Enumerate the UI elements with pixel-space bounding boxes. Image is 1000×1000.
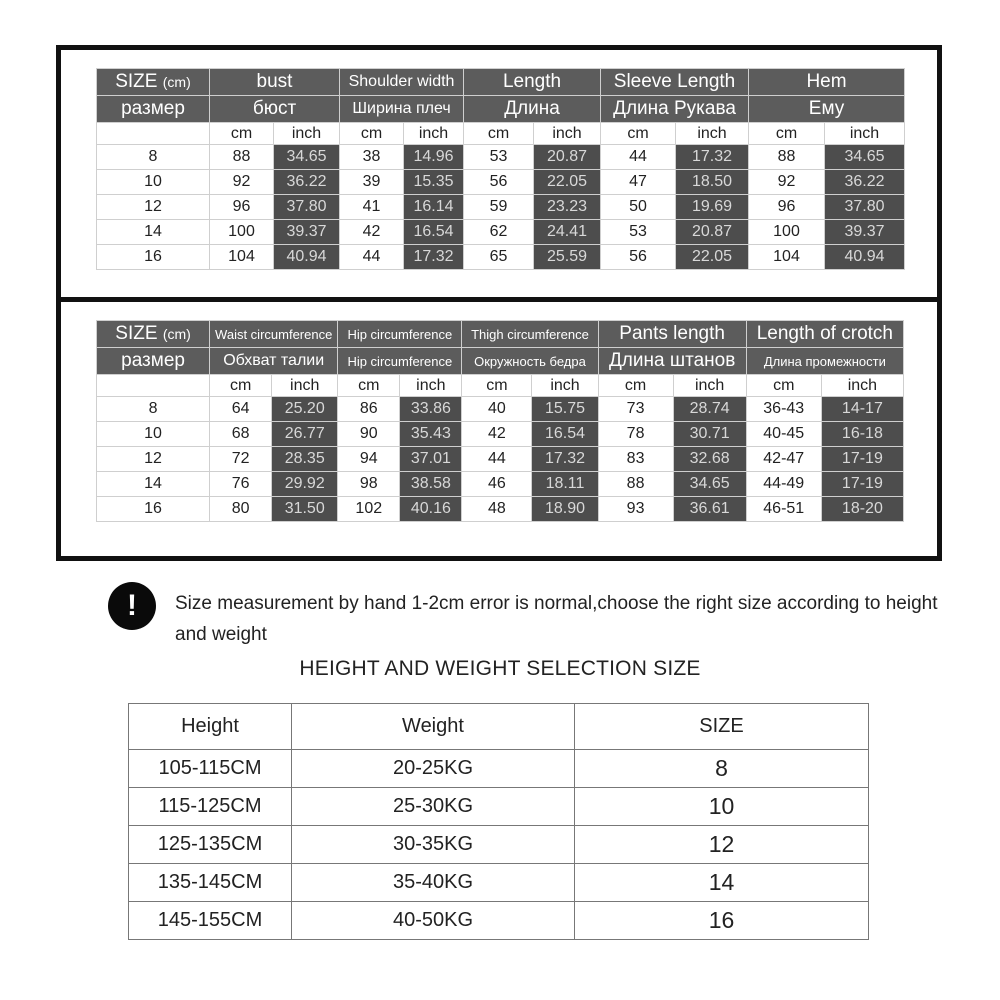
cm-value-cell: 96: [210, 195, 274, 220]
cm-value-cell: 42: [340, 220, 404, 245]
selection-row: [129, 750, 869, 788]
cm-value-cell: 64: [210, 397, 272, 422]
height-range-cell: 145-155CM: [129, 902, 292, 940]
size-row: [97, 245, 905, 270]
bottom-size-table: [96, 320, 904, 522]
cm-value-cell: 100: [749, 220, 825, 245]
unit-cm: cm: [462, 375, 532, 397]
unit-inch: inch: [274, 123, 340, 145]
cm-value-cell: 76: [210, 472, 272, 497]
cm-value-cell: 92: [210, 170, 274, 195]
unit-row: [97, 375, 904, 397]
cm-value-cell: 93: [598, 497, 673, 522]
inch-value-cell: 36.22: [825, 170, 905, 195]
inch-value-cell: 15.75: [532, 397, 598, 422]
unit-cm: cm: [749, 123, 825, 145]
size-row: [97, 145, 905, 170]
cm-value-cell: 44: [462, 447, 532, 472]
cm-value-cell: 44: [340, 245, 404, 270]
height-range-cell: 105-115CM: [129, 750, 292, 788]
inch-value-cell: 17.32: [532, 447, 598, 472]
size-cell: 14: [97, 220, 210, 245]
inch-value-cell: 22.05: [676, 245, 749, 270]
height-range-cell: 125-135CM: [129, 826, 292, 864]
inch-value-cell: 26.77: [272, 422, 338, 447]
inch-value-cell: 36.22: [274, 170, 340, 195]
inch-value-cell: 19.69: [676, 195, 749, 220]
cm-value-cell: 39: [340, 170, 404, 195]
cm-value-cell: 41: [340, 195, 404, 220]
cm-value-cell: 65: [464, 245, 534, 270]
unit-inch: inch: [676, 123, 749, 145]
size-row: [97, 472, 904, 497]
size-cell: 10: [97, 422, 210, 447]
weight-range-cell: 30-35KG: [292, 826, 575, 864]
size-header-cell: [97, 321, 210, 348]
note-text: Size measurement by hand 1-2cm error is normal,choose the right size according to height and weight: [175, 593, 938, 645]
inch-value-cell: 39.37: [825, 220, 905, 245]
inch-value-cell: 18.11: [532, 472, 598, 497]
inch-value-cell: 39.37: [274, 220, 340, 245]
inch-value-cell: 15.35: [404, 170, 464, 195]
cm-value-cell: 88: [749, 145, 825, 170]
inch-value-cell: 28.35: [272, 447, 338, 472]
unit-inch: inch: [404, 123, 464, 145]
exclamation-icon: !: [108, 582, 156, 630]
size-header-ru: размер: [97, 96, 210, 123]
unit-row: [97, 123, 905, 145]
size-cell: 12: [97, 447, 210, 472]
shoulder-width-header: Shoulder width: [340, 69, 464, 96]
inch-value-cell: 16.14: [404, 195, 464, 220]
selection-row: [129, 788, 869, 826]
cm-value-cell: 48: [462, 497, 532, 522]
weight-range-cell: 20-25KG: [292, 750, 575, 788]
size-unit: (cm): [162, 326, 191, 342]
unit-cm: cm: [601, 123, 676, 145]
size-header-cell: [97, 69, 210, 96]
inch-value-cell: 32.68: [673, 447, 746, 472]
cm-value-cell: 90: [338, 422, 400, 447]
inch-value-cell: 16.54: [404, 220, 464, 245]
size-row: [97, 170, 905, 195]
weight-range-cell: 35-40KG: [292, 864, 575, 902]
cm-value-cell: 53: [601, 220, 676, 245]
inch-value-cell: 16-18: [821, 422, 903, 447]
bust-header: bust: [210, 69, 340, 96]
sleeve-length-header-ru: Длина Рукава: [601, 96, 749, 123]
inch-value-cell: 30.71: [673, 422, 746, 447]
header-row-ru: [97, 96, 905, 123]
top-size-chart-frame: [56, 45, 942, 303]
inch-value-cell: 24.41: [534, 220, 601, 245]
size-row: [97, 447, 904, 472]
inch-value-cell: 40.94: [274, 245, 340, 270]
unit-inch: inch: [673, 375, 746, 397]
inch-value-cell: 17-19: [821, 447, 903, 472]
inch-value-cell: 38.58: [400, 472, 462, 497]
inch-value-cell: 25.59: [534, 245, 601, 270]
inch-value-cell: 34.65: [274, 145, 340, 170]
top-table-body: [97, 145, 905, 270]
cm-value-cell: 38: [340, 145, 404, 170]
length-header: Length: [464, 69, 601, 96]
unit-cm: cm: [340, 123, 404, 145]
cm-value-cell: 42-47: [746, 447, 821, 472]
size-row: [97, 422, 904, 447]
size-value-cell: 10: [575, 788, 869, 826]
unit-blank-cell: [97, 123, 210, 145]
unit-inch: inch: [532, 375, 598, 397]
inch-value-cell: 14.96: [404, 145, 464, 170]
unit-inch: inch: [825, 123, 905, 145]
crotch-length-header-ru: Длина промежности: [746, 348, 903, 375]
cm-value-cell: 83: [598, 447, 673, 472]
cm-value-cell: 40: [462, 397, 532, 422]
unit-cm: cm: [210, 123, 274, 145]
size-value-cell: 16: [575, 902, 869, 940]
cm-value-cell: 56: [464, 170, 534, 195]
cm-value-cell: 42: [462, 422, 532, 447]
cm-value-cell: 56: [601, 245, 676, 270]
unit-inch: inch: [272, 375, 338, 397]
selection-row: [129, 826, 869, 864]
inch-value-cell: 16.54: [532, 422, 598, 447]
inch-value-cell: 20.87: [534, 145, 601, 170]
cm-value-cell: 46: [462, 472, 532, 497]
inch-value-cell: 28.74: [673, 397, 746, 422]
inch-value-cell: 33.86: [400, 397, 462, 422]
weight-range-cell: 25-30KG: [292, 788, 575, 826]
waist-header: Waist circumference: [210, 321, 338, 348]
unit-inch: inch: [821, 375, 903, 397]
inch-value-cell: 37.80: [825, 195, 905, 220]
cm-value-cell: 73: [598, 397, 673, 422]
cm-value-cell: 94: [338, 447, 400, 472]
cm-value-cell: 102: [338, 497, 400, 522]
cm-value-cell: 88: [598, 472, 673, 497]
selection-row: [129, 864, 869, 902]
unit-cm: cm: [598, 375, 673, 397]
hip-header: Hip circumference: [338, 321, 462, 348]
size-row: [97, 195, 905, 220]
bottom-size-chart-frame: [56, 297, 942, 561]
pants-length-header-ru: Длина штанов: [598, 348, 746, 375]
cm-value-cell: 78: [598, 422, 673, 447]
inch-value-cell: 35.43: [400, 422, 462, 447]
inch-value-cell: 18-20: [821, 497, 903, 522]
selection-title: HEIGHT AND WEIGHT SELECTION SIZE: [299, 657, 701, 680]
inch-value-cell: 22.05: [534, 170, 601, 195]
size-header-ru: размер: [97, 348, 210, 375]
selection-header-row: [129, 704, 869, 750]
cm-value-cell: 88: [210, 145, 274, 170]
inch-value-cell: 17.32: [404, 245, 464, 270]
header-row-en: [97, 321, 904, 348]
cm-value-cell: 50: [601, 195, 676, 220]
cm-value-cell: 100: [210, 220, 274, 245]
unit-cm: cm: [464, 123, 534, 145]
size-value-cell: 8: [575, 750, 869, 788]
inch-value-cell: 25.20: [272, 397, 338, 422]
size-header: SIZE: [115, 71, 158, 92]
size-cell: 12: [97, 195, 210, 220]
size-value-cell: 12: [575, 826, 869, 864]
inch-value-cell: 34.65: [825, 145, 905, 170]
size-cell: 8: [97, 145, 210, 170]
inch-value-cell: 40.16: [400, 497, 462, 522]
thigh-header: Thigh circumference: [462, 321, 598, 348]
hem-header: Hem: [749, 69, 905, 96]
inch-value-cell: 17.32: [676, 145, 749, 170]
inch-value-cell: 37.80: [274, 195, 340, 220]
size-cell: 10: [97, 170, 210, 195]
selection-row: [129, 902, 869, 940]
cm-value-cell: 68: [210, 422, 272, 447]
unit-cm: cm: [210, 375, 272, 397]
pants-length-header: Pants length: [598, 321, 746, 348]
size-value-cell: 14: [575, 864, 869, 902]
cm-value-cell: 98: [338, 472, 400, 497]
cm-value-cell: 104: [210, 245, 274, 270]
size-cell: 14: [97, 472, 210, 497]
cm-value-cell: 80: [210, 497, 272, 522]
cm-value-cell: 72: [210, 447, 272, 472]
sleeve-length-header: Sleeve Length: [601, 69, 749, 96]
cm-value-cell: 47: [601, 170, 676, 195]
inch-value-cell: 14-17: [821, 397, 903, 422]
weight-header: Weight: [292, 704, 575, 750]
inch-value-cell: 34.65: [673, 472, 746, 497]
cm-value-cell: 44-49: [746, 472, 821, 497]
inch-value-cell: 40.94: [825, 245, 905, 270]
selection-body: [129, 750, 869, 940]
cm-value-cell: 36-43: [746, 397, 821, 422]
hem-header-ru: Ему: [749, 96, 905, 123]
unit-blank-cell: [97, 375, 210, 397]
unit-cm: cm: [338, 375, 400, 397]
cm-value-cell: 53: [464, 145, 534, 170]
crotch-length-header: Length of crotch: [746, 321, 903, 348]
size-row: [97, 397, 904, 422]
size-row: [97, 497, 904, 522]
header-row-ru: [97, 348, 904, 375]
thigh-header-ru: Окружность бедра: [462, 348, 598, 375]
size-header: SIZE: [575, 704, 869, 750]
inch-value-cell: 17-19: [821, 472, 903, 497]
shoulder-width-header-ru: Ширина плеч: [340, 96, 464, 123]
top-size-table: [96, 68, 905, 270]
unit-inch: inch: [400, 375, 462, 397]
hip-header-ru: Hip circumference: [338, 348, 462, 375]
cm-value-cell: 104: [749, 245, 825, 270]
size-cell: 8: [97, 397, 210, 422]
cm-value-cell: 92: [749, 170, 825, 195]
cm-value-cell: 86: [338, 397, 400, 422]
weight-range-cell: 40-50KG: [292, 902, 575, 940]
cm-value-cell: 59: [464, 195, 534, 220]
inch-value-cell: 20.87: [676, 220, 749, 245]
inch-value-cell: 18.90: [532, 497, 598, 522]
size-unit: (cm): [162, 74, 191, 90]
inch-value-cell: 18.50: [676, 170, 749, 195]
length-header-ru: Длина: [464, 96, 601, 123]
bust-header-ru: бюст: [210, 96, 340, 123]
size-row: [97, 220, 905, 245]
height-range-cell: 115-125CM: [129, 788, 292, 826]
inch-value-cell: 31.50: [272, 497, 338, 522]
height-header: Height: [129, 704, 292, 750]
bottom-table-body: [97, 397, 904, 522]
cm-value-cell: 46-51: [746, 497, 821, 522]
waist-header-ru: Обхват талии: [210, 348, 338, 375]
cm-value-cell: 62: [464, 220, 534, 245]
header-row-en: [97, 69, 905, 96]
cm-value-cell: 40-45: [746, 422, 821, 447]
cm-value-cell: 96: [749, 195, 825, 220]
size-header: SIZE: [115, 323, 158, 344]
inch-value-cell: 29.92: [272, 472, 338, 497]
height-range-cell: 135-145CM: [129, 864, 292, 902]
cm-value-cell: 44: [601, 145, 676, 170]
size-cell: 16: [97, 245, 210, 270]
inch-value-cell: 36.61: [673, 497, 746, 522]
inch-value-cell: 23.23: [534, 195, 601, 220]
unit-cm: cm: [746, 375, 821, 397]
unit-inch: inch: [534, 123, 601, 145]
inch-value-cell: 37.01: [400, 447, 462, 472]
size-cell: 16: [97, 497, 210, 522]
height-weight-table: [128, 703, 869, 940]
